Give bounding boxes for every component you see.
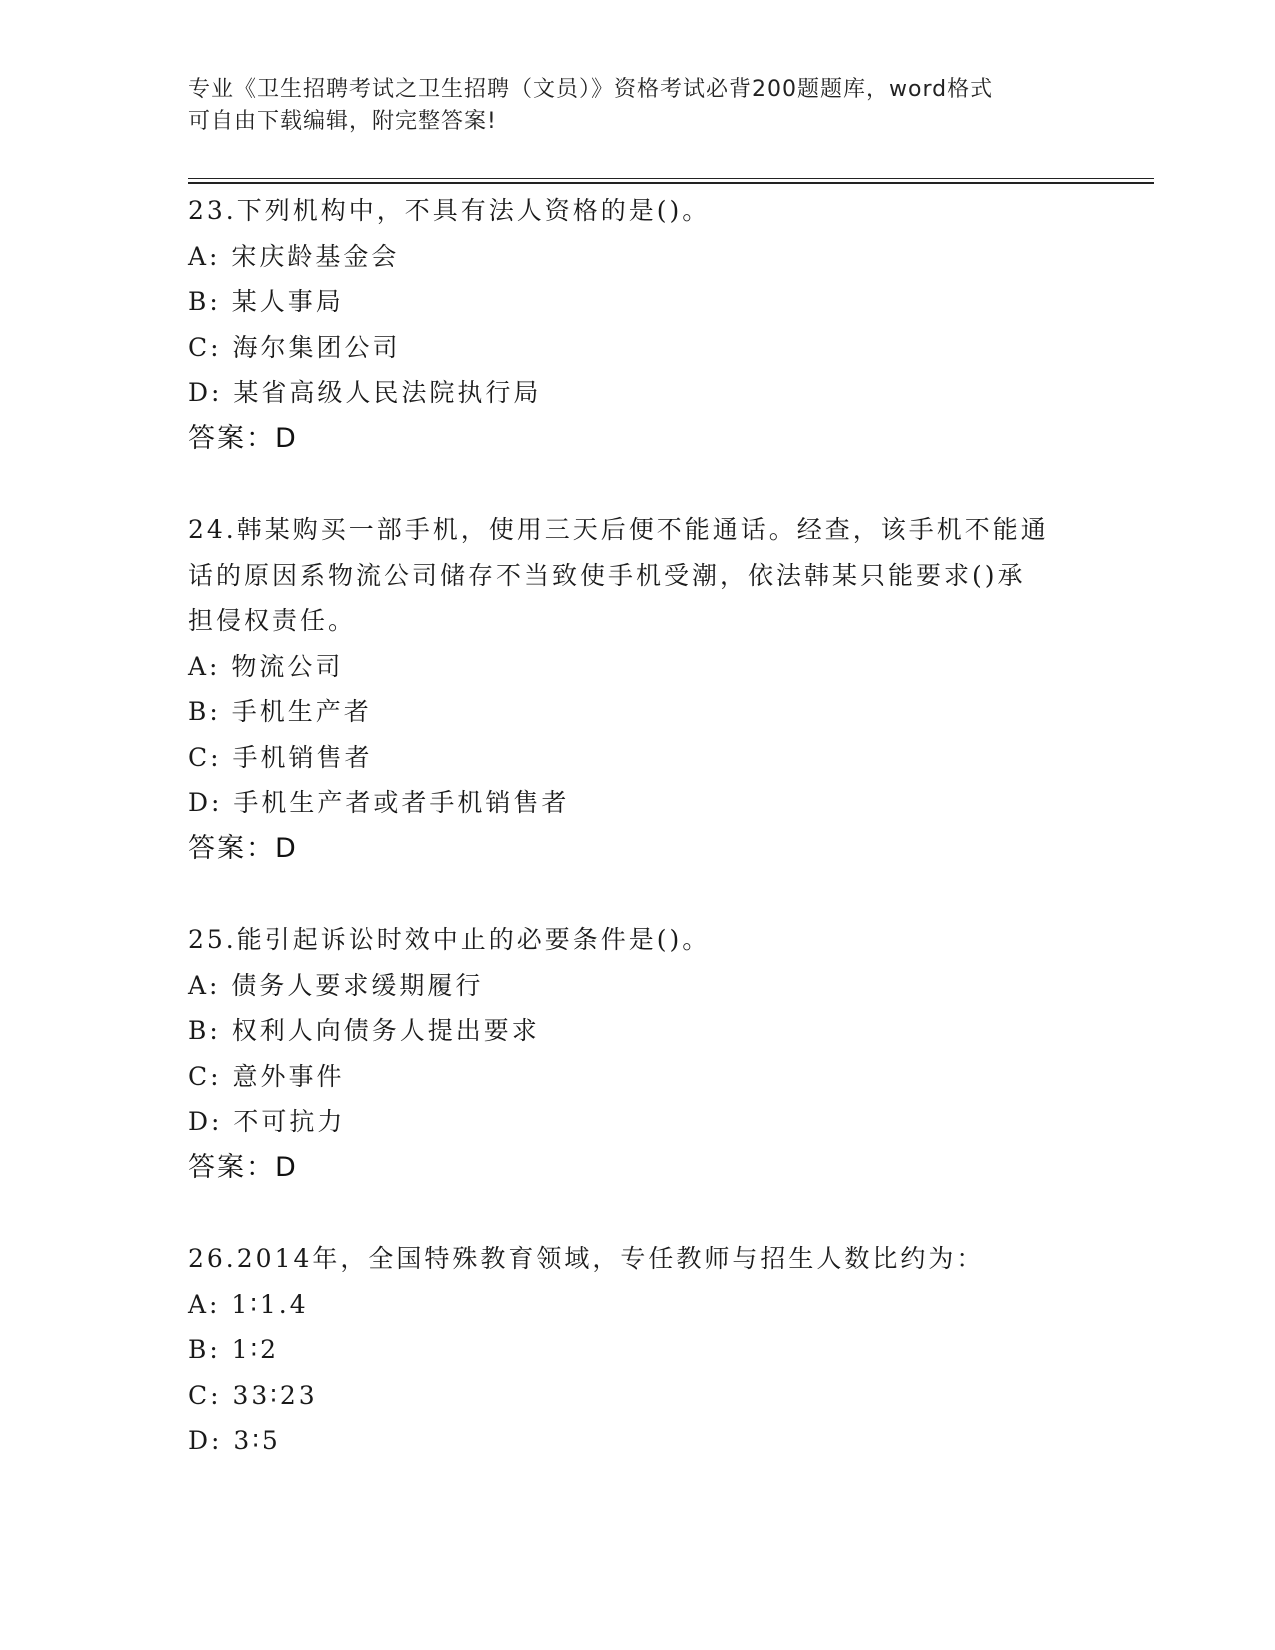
option-a: A: 宋庆龄基金会 (188, 241, 400, 271)
question-24 (188, 507, 1088, 871)
answer: 答案：D (188, 422, 298, 454)
option-d: D: 3∶5 (188, 1426, 281, 1455)
question-stem: 话的原因系物流公司储存不当致使手机受潮，依法韩某只能要求()承 (188, 560, 1026, 590)
document-header (188, 74, 1088, 138)
header-line-2: 可自由下载编辑，附完整答案! (188, 109, 497, 134)
answer: 答案：D (188, 1151, 298, 1183)
question-stem: 25.能引起诉讼时效中止的必要条件是()。 (188, 925, 711, 954)
option-c: C: 33∶23 (188, 1380, 318, 1410)
question-stem: 担侵权责任。 (188, 606, 357, 635)
option-b: B: 1∶2 (188, 1335, 280, 1364)
option-a: A: 债务人要求缓期履行 (188, 970, 484, 1000)
option-b: B: 手机生产者 (188, 697, 372, 726)
option-d: D: 某省高级人民法院执行局 (188, 378, 542, 407)
question-23 (188, 188, 1088, 461)
option-d: D: 不可抗力 (188, 1107, 346, 1136)
option-a: A: 1∶1.4 (188, 1289, 309, 1319)
question-stem: 24.韩某购买一部手机，使用三天后便不能通话。经查，该手机不能通 (188, 515, 1049, 544)
question-stem: 26.2014年，全国特殊教育领域，专任教师与招生人数比约为： (188, 1244, 985, 1273)
option-c: C: 海尔集团公司 (188, 332, 401, 362)
option-b: B: 某人事局 (188, 287, 344, 316)
option-c: C: 手机销售者 (188, 742, 373, 772)
header-line-1: 专业《卫生招聘考试之卫生招聘（文员）》资格考试必背200题题库，word格式 (188, 77, 994, 102)
header-divider-thick (188, 182, 1154, 184)
option-c: C: 意外事件 (188, 1061, 345, 1091)
option-b: B: 权利人向债务人提出要求 (188, 1016, 540, 1045)
question-25 (188, 917, 1088, 1190)
option-a: A: 物流公司 (188, 651, 344, 681)
header-divider-thin (188, 178, 1154, 179)
answer: 答案：D (188, 832, 298, 864)
question-stem: 23.下列机构中，不具有法人资格的是()。 (188, 196, 711, 225)
option-d: D: 手机生产者或者手机销售者 (188, 788, 570, 817)
question-26 (188, 1236, 1088, 1464)
